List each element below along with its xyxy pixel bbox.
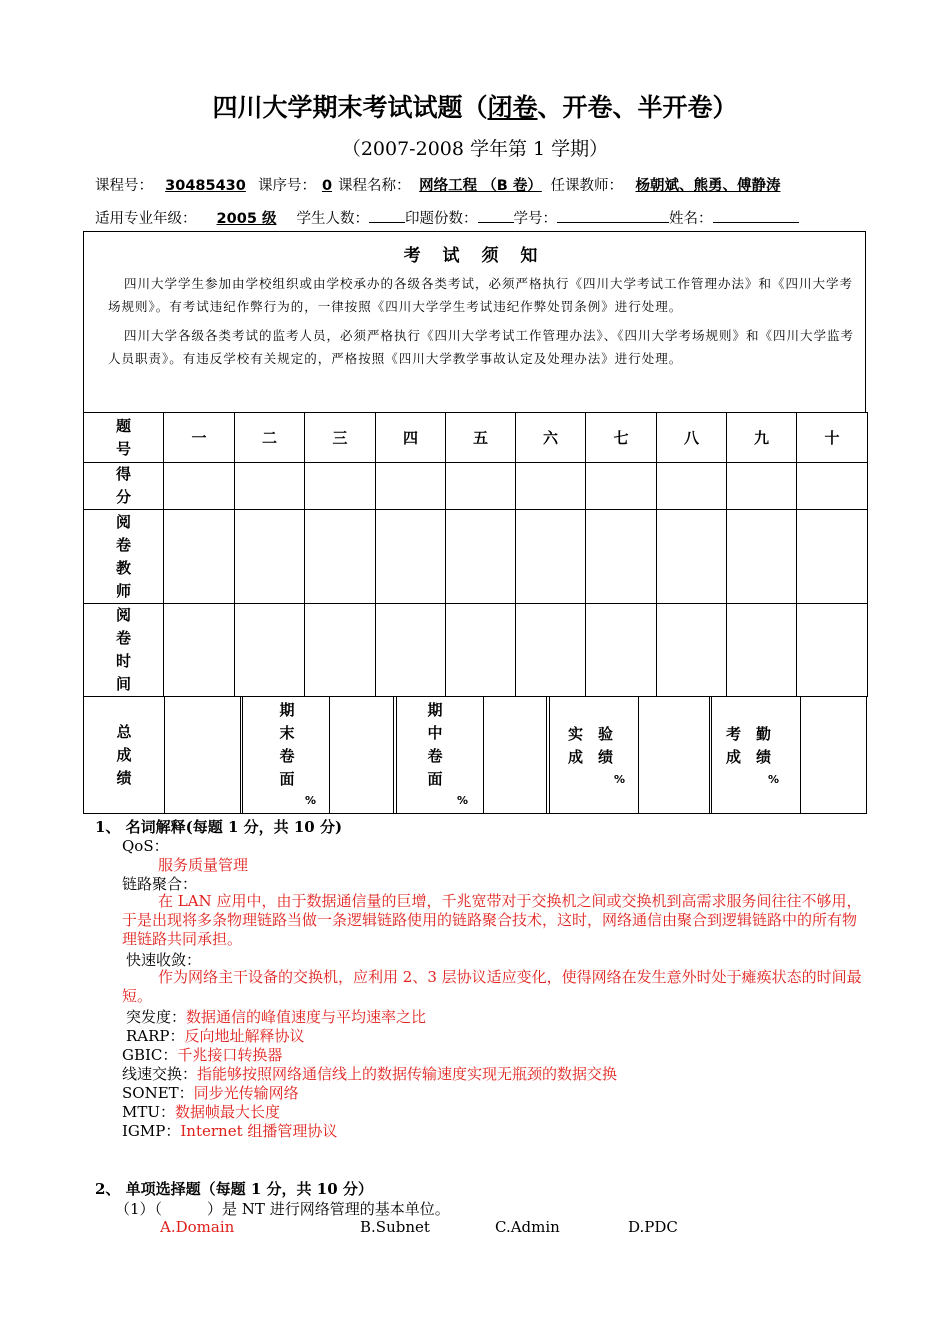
row-label-grading-time: 阅 卷 时 间 <box>84 604 164 697</box>
grader-cell[interactable] <box>516 510 586 604</box>
term-wire-speed: 线速交换：指能够按照网络通信线上的数据传输速度实现无瓶颈的数据交换 <box>122 1065 618 1083</box>
term-qos-label: QoS： <box>122 837 169 855</box>
notice-title: 考 试 须 知 <box>403 246 546 266</box>
time-cell[interactable] <box>586 604 657 697</box>
score-cell[interactable] <box>164 463 235 510</box>
option-d[interactable]: D.PDC <box>628 1218 678 1236</box>
col-header-8: 八 <box>657 413 727 463</box>
grader-cell[interactable] <box>586 510 657 604</box>
time-cell[interactable] <box>305 604 376 697</box>
col-header-9: 九 <box>727 413 797 463</box>
score-cell[interactable] <box>305 463 376 510</box>
student-id-blank <box>557 208 669 223</box>
question-number-row <box>84 413 868 463</box>
col-header-5: 五 <box>446 413 516 463</box>
course-seq: 0 <box>321 178 333 194</box>
option-a[interactable]: A.Domain <box>160 1218 235 1236</box>
grader-cell[interactable] <box>305 510 376 604</box>
grader-cell[interactable] <box>235 510 305 604</box>
grader-row <box>84 510 868 604</box>
score-cell[interactable] <box>657 463 727 510</box>
grading-time-row <box>84 604 868 697</box>
grader-cell[interactable] <box>376 510 446 604</box>
term-link-agg-label: 链路聚合： <box>122 875 198 893</box>
col-header-1: 一 <box>164 413 235 463</box>
score-cell[interactable] <box>727 463 797 510</box>
row-label-total: 总 成 绩 <box>84 697 165 813</box>
col-header-10: 十 <box>797 413 868 463</box>
score-cell[interactable] <box>376 463 446 510</box>
term-link-agg-answer: 在 LAN 应用中，由于数据通信量的巨增，千兆宽带对于交换机之间或交换机到高需求服务间往往不够用，于是出现将多条物理链路当做一条逻辑链路使用的链路聚合技术，这时，网络通信由聚合到逻辑链路中的所有物理链路共同承担。 <box>122 892 862 948</box>
row-label-score: 得 分 <box>84 463 164 510</box>
question-1-text: （1）（ ）是 NT 进行网络管理的基本单位。 <box>115 1200 450 1218</box>
score-row <box>84 463 868 510</box>
time-cell[interactable] <box>797 604 868 697</box>
col-header-3: 三 <box>305 413 376 463</box>
time-cell[interactable] <box>727 604 797 697</box>
grader-cell[interactable] <box>797 510 868 604</box>
time-cell[interactable] <box>516 604 586 697</box>
exam-semester: （2007-2008 学年第 1 学期） <box>341 138 609 160</box>
teacher-names: 杨朝斌、熊勇、傅静涛 <box>635 178 781 194</box>
course-info-line: 课程号： 30485430 课序号： 0 课程名称： 网络工程 （B 卷） 任课教师： 杨朝斌、熊勇、傅静涛 <box>95 174 793 195</box>
copies-blank <box>478 208 514 223</box>
midterm-label-cell: 期 中 卷 面 % <box>396 697 484 813</box>
attendance-value-cell[interactable] <box>799 697 866 813</box>
section-2-title: 2、 单项选择题（每题 1 分，共 10 分） <box>95 1180 373 1198</box>
term-gbic: GBIC：千兆接口转换器 <box>122 1046 283 1064</box>
option-c[interactable]: C.Admin <box>495 1218 560 1236</box>
score-cell[interactable] <box>446 463 516 510</box>
term-rarp: RARP：反向地址解释协议 <box>126 1027 305 1045</box>
row-label-question-no: 题 号 <box>84 413 164 463</box>
term-igmp: IGMP：Internet 组播管理协议 <box>122 1122 338 1140</box>
course-name: 网络工程 （B 卷） <box>419 178 542 194</box>
student-info-line: 适用专业年级： 2005 级 学生人数： 印题份数： 学号： 姓名： <box>95 207 799 228</box>
attendance-label-cell: 考 勤 成 绩 % <box>711 697 801 813</box>
score-table <box>83 412 868 697</box>
col-header-4: 四 <box>376 413 446 463</box>
grader-cell[interactable] <box>446 510 516 604</box>
time-cell[interactable] <box>446 604 516 697</box>
notice-paragraph-1: 四川大学学生参加由学校组织或由学校承办的各级各类考试，必须严格执行《四川大学考试工作管理办法》和《四川大学考场规则》。有考试违纪作弊行为的，一律按照《四川大学学生考试违纪作弊处罚条例》进行处理。 <box>108 276 854 314</box>
time-cell[interactable] <box>164 604 235 697</box>
term-sonet: SONET：同步光传输网络 <box>122 1084 299 1102</box>
option-b[interactable]: B.Subnet <box>360 1218 430 1236</box>
col-header-2: 二 <box>235 413 305 463</box>
grader-cell[interactable] <box>164 510 235 604</box>
major-year: 2005 级 <box>216 211 277 227</box>
total-value-cell[interactable] <box>164 697 241 813</box>
midterm-value-cell[interactable] <box>482 697 547 813</box>
course-number: 30485430 <box>165 178 246 194</box>
term-convergence-label: 快速收敛： <box>126 951 202 969</box>
total-score-row <box>83 697 867 814</box>
term-burst: 突发度：数据通信的峰值速度与平均速率之比 <box>126 1008 427 1026</box>
section-1-title: 1、 名词解释(每题 1 分，共 10 分) <box>95 818 343 836</box>
final-exam-value-cell[interactable] <box>328 697 394 813</box>
students-blank <box>369 208 405 223</box>
exam-title: 四川大学期末考试试题（闭卷、开卷、半开卷） <box>212 93 738 122</box>
final-exam-label-cell: 期 末 卷 面 % <box>242 697 330 813</box>
lab-score-label-cell: 实 验 成 绩 % <box>549 697 639 813</box>
score-cell[interactable] <box>516 463 586 510</box>
score-cell[interactable] <box>235 463 305 510</box>
notice-paragraph-2: 四川大学各级各类考试的监考人员，必须严格执行《四川大学考试工作管理办法》、《四川大学考场规则》和《四川大学监考人员职责》。有违反学校有关规定的，严格按照《四川大学教学事故认定及处理办法》进行处理。 <box>108 328 855 366</box>
exam-notice-box <box>83 231 866 412</box>
lab-score-value-cell[interactable] <box>637 697 710 813</box>
time-cell[interactable] <box>376 604 446 697</box>
row-label-grader: 阅 卷 教 师 <box>84 510 164 604</box>
grader-cell[interactable] <box>657 510 727 604</box>
term-mtu: MTU：数据帧最大长度 <box>122 1103 281 1121</box>
grader-cell[interactable] <box>727 510 797 604</box>
time-cell[interactable] <box>657 604 727 697</box>
col-header-7: 七 <box>586 413 657 463</box>
col-header-6: 六 <box>516 413 586 463</box>
student-name-blank <box>713 208 799 223</box>
score-cell[interactable] <box>586 463 657 510</box>
time-cell[interactable] <box>235 604 305 697</box>
term-qos-answer: 服务质量管理 <box>158 856 249 874</box>
term-convergence-answer: 作为网络主干设备的交换机，应利用 2、3 层协议适应变化，使得网络在发生意外时处于瘫痪状态的时间最短。 <box>122 968 862 1005</box>
score-cell[interactable] <box>797 463 868 510</box>
